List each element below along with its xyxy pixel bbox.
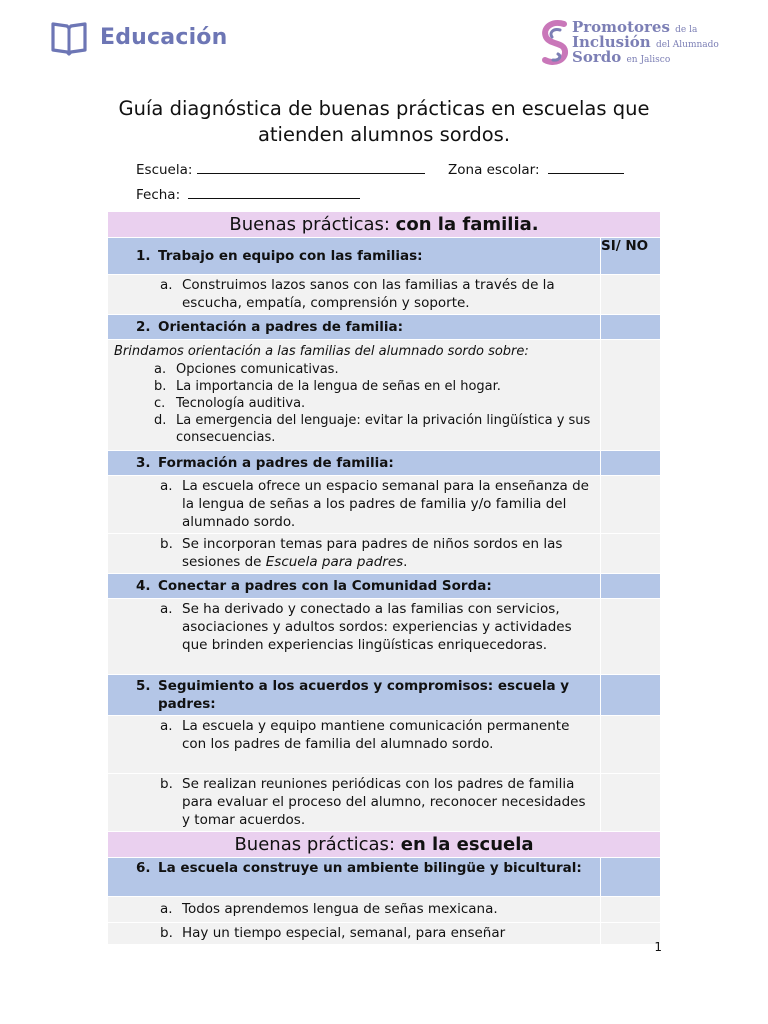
page-number: 1 [654,940,662,954]
answer-cell-4a[interactable] [601,599,661,675]
item-row-1a: a. Construimos lazos sanos con las familias a través de la escucha, empatía, comprensión y soporte. [108,275,661,315]
escuela-blank[interactable] [197,162,425,174]
item-heading-6: 6. La escuela construye un ambiente bilingüe y bicultural: [108,858,661,897]
answer-cell-3b[interactable] [601,534,661,574]
si-no-header: SI/ NO [601,238,661,275]
section-header-escuela: Buenas prácticas: en la escuela [108,832,661,858]
answer-cell-6b[interactable] [601,923,661,945]
answer-cell-4-heading[interactable] [601,574,661,599]
item-row-4a: a. Se ha derivado y conectado a las familias con servicios, asociaciones y adultos sordos: experiencias y actividades que brinden experiencias lingüísticas enriquecedoras. [108,599,661,675]
zona-escolar-field[interactable] [448,162,624,178]
zona-escolar-label: Zona escolar: [448,162,540,178]
item-heading-5: 5. Seguimiento a los acuerdos y compromisos: escuela y padres: [108,675,661,716]
item-row-6a: a. Todos aprendemos lengua de señas mexicana. [108,897,661,923]
educacion-logo-text: Educación [100,24,228,50]
item-row-5a: a. La escuela y equipo mantiene comunicación permanente con los padres de familia del alumnado sordo. [108,716,661,774]
answer-cell-6-heading[interactable] [601,858,661,897]
fecha-blank[interactable] [188,187,360,199]
swirl-logo-icon [538,18,574,68]
answer-cell-3-heading[interactable] [601,451,661,476]
zona-escolar-blank[interactable] [548,162,624,174]
escuela-label: Escuela: [136,162,193,178]
answer-cell-2-heading[interactable] [601,315,661,340]
open-book-icon [50,18,88,56]
answer-cell-5b[interactable] [601,774,661,832]
answer-cell-6a[interactable] [601,897,661,923]
promotores-logo [538,18,738,70]
item-heading-4: 4. Conectar a padres con la Comunidad Sorda: [108,574,661,599]
item-row-3a: a. La escuela ofrece un espacio semanal para la enseñanza de la lengua de señas a los padres de familia y/o familia del alumnado sordo. [108,476,661,534]
item-heading-1: 1. Trabajo en equipo con las familias: SI/ NO [108,238,661,275]
section-header-familia: Buenas prácticas: con la familia. [108,212,661,238]
answer-cell-5a[interactable] [601,716,661,774]
item-heading-2: 2. Orientación a padres de familia: [108,315,661,340]
answer-cell-1a[interactable] [601,275,661,315]
answer-cell-3a[interactable] [601,476,661,534]
practices-table [107,211,661,945]
logo-line-3: Sordo en Jalisco [572,48,671,66]
document-title: Guía diagnóstica de buenas prácticas en escuelas que atienden alumnos sordos. [118,97,650,146]
fecha-label: Fecha: [136,187,181,203]
item-row-3b: b. Se incorporan temas para padres de niños sordos en las sesiones de Escuela para padres. [108,534,661,574]
logo-line-1: Promotores de la [572,18,698,36]
item-2-intro: Brindamos orientación a las familias del alumnado sordo sobre: [114,344,529,359]
item-row-5b: b. Se realizan reuniones periódicas con los padres de familia para evaluar el proceso del alumno, reconocer necesidades y tomar acuerdos. [108,774,661,832]
educacion-logo [50,18,227,56]
item-row-2: Brindamos orientación a las familias del alumnado sordo sobre: a. Opciones comunicativas. b. La importancia de la lengua de señas en el hogar. c. Tecnología auditiva. d. La emergencia del lenguaje: evitar la privación lingüística y sus consecuencias. [108,340,661,451]
answer-cell-2[interactable] [601,340,661,451]
escuela-field[interactable] [136,162,425,178]
logo-line-2: Inclusión del Alumnado [572,33,719,51]
item-heading-3: 3. Formación a padres de familia: [108,451,661,476]
fecha-field[interactable] [136,187,360,203]
item-row-6b: b. Hay un tiempo especial, semanal, para enseñar [108,923,661,945]
answer-cell-5-heading[interactable] [601,675,661,716]
